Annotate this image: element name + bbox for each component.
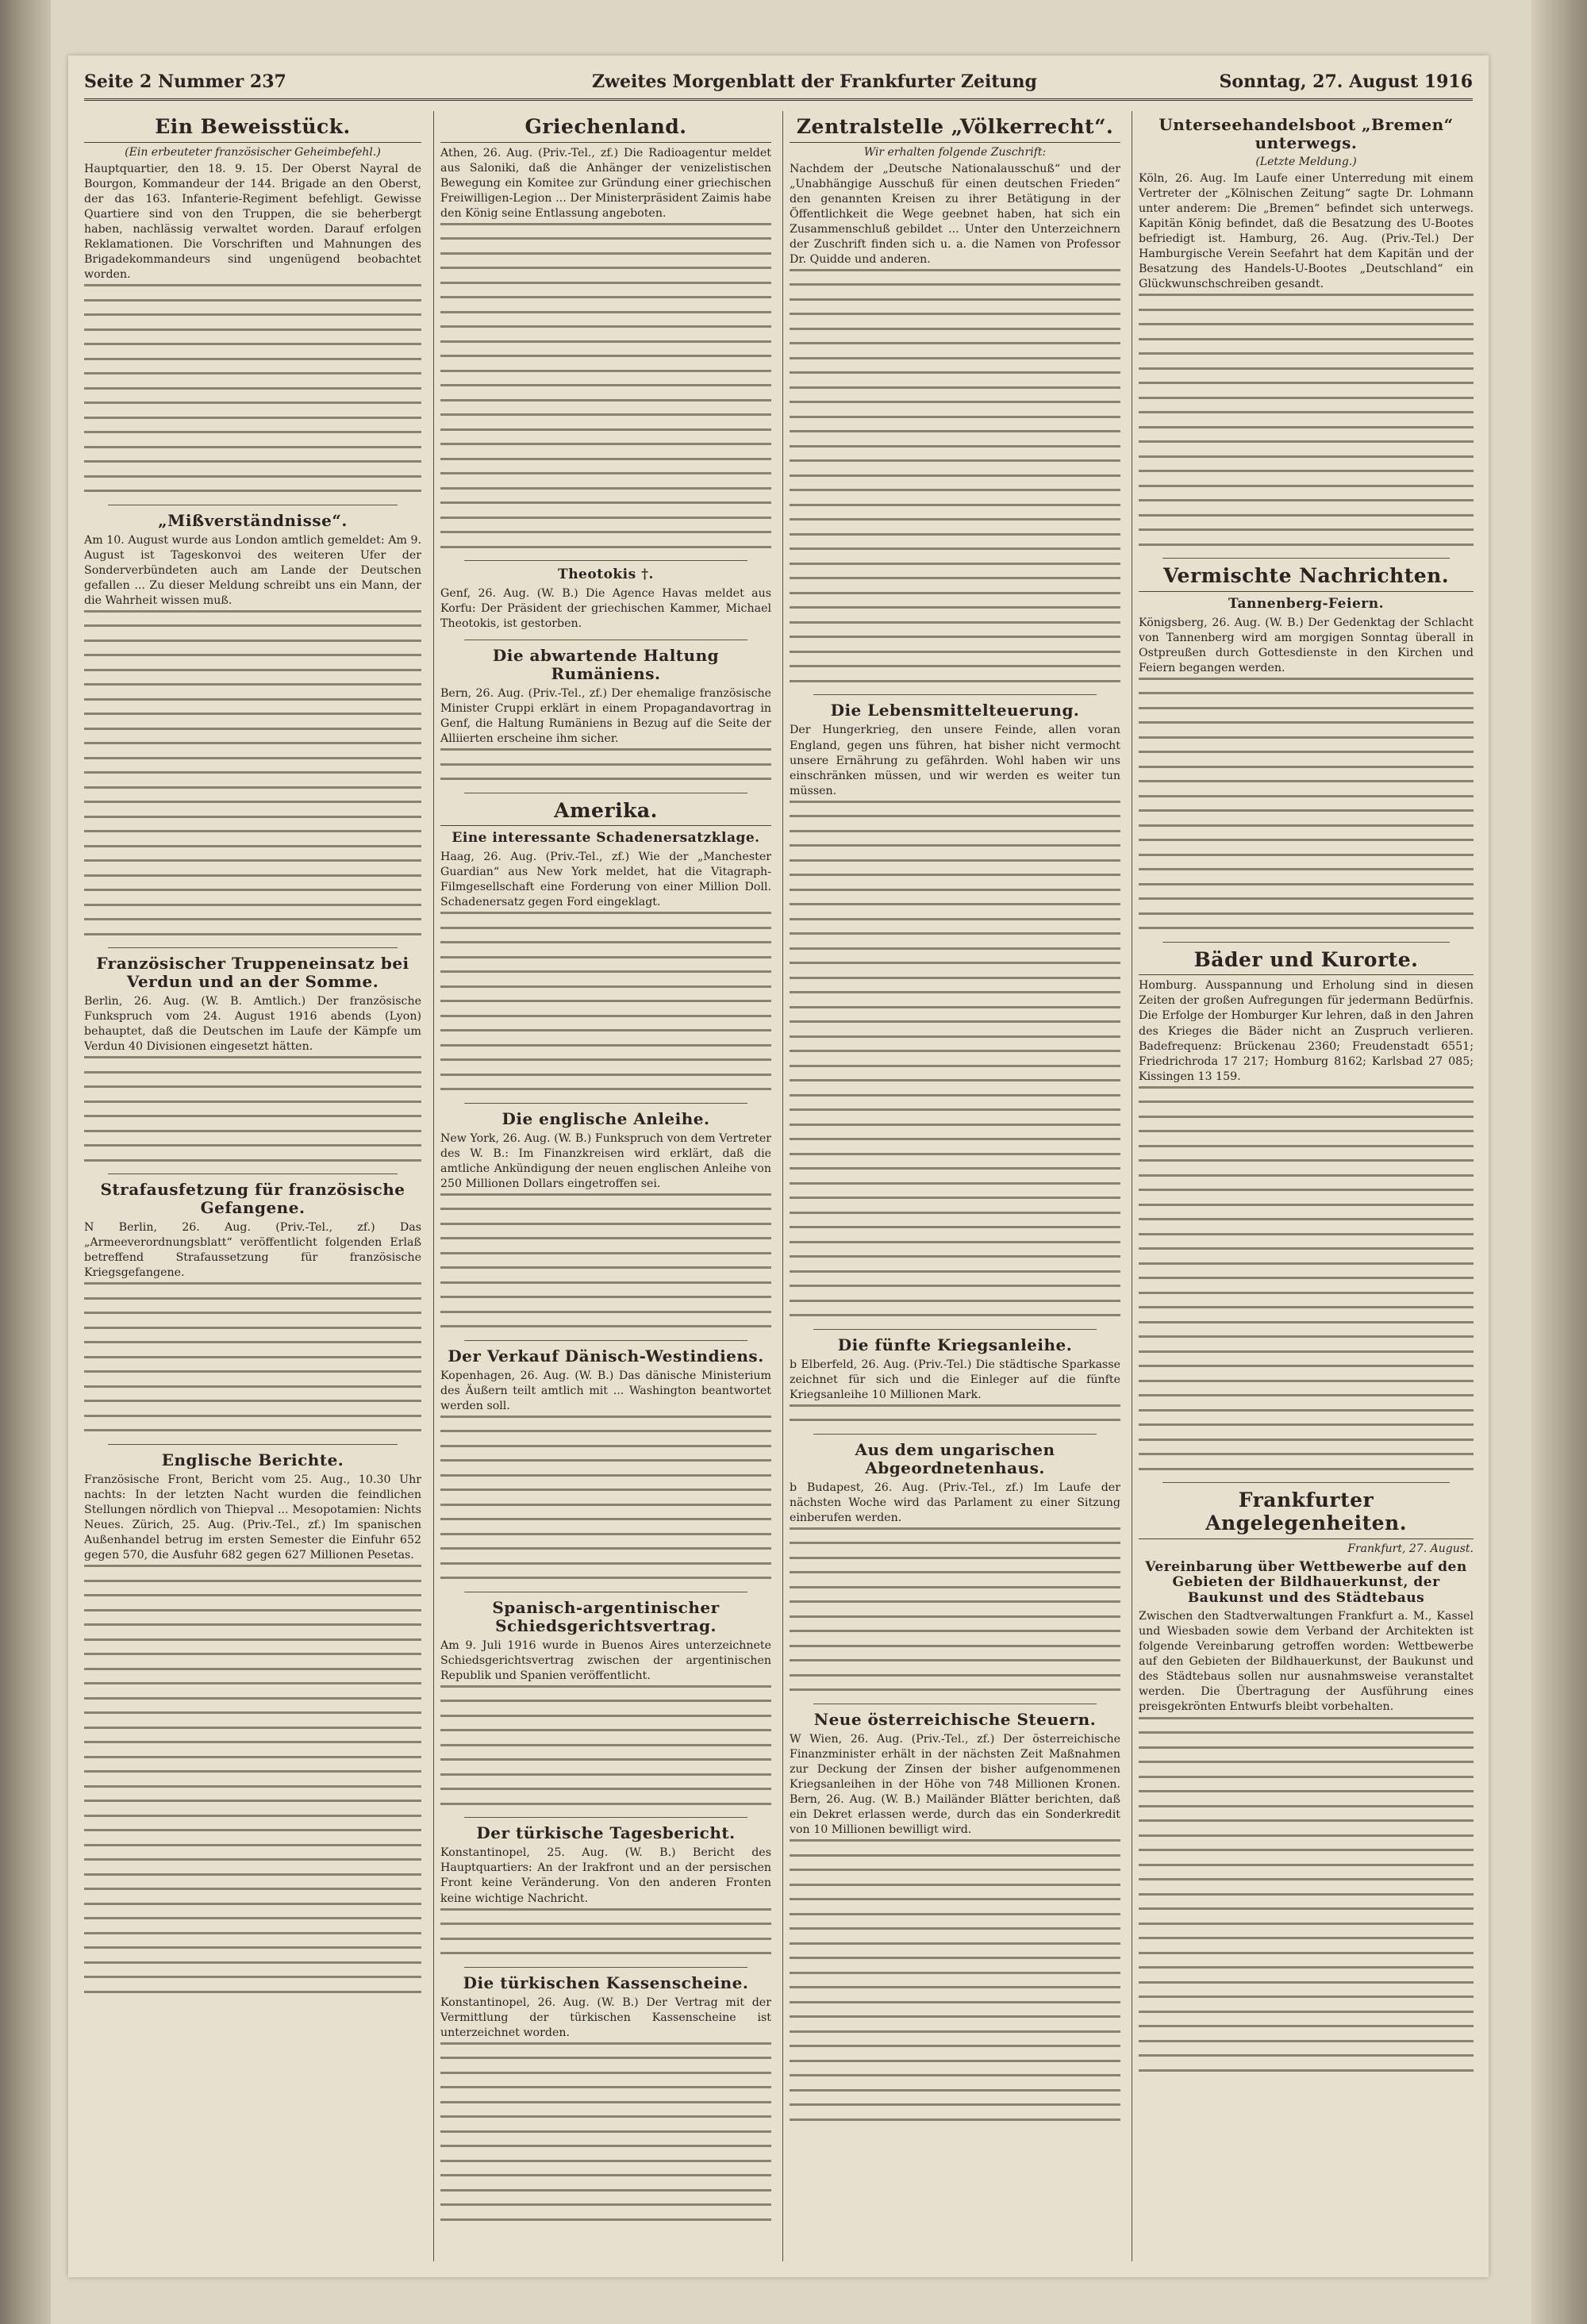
article-body: Genf, 26. Aug. (W. B.) Die Agence Havas meldet aus Korfu: Der Präsident der griechischen Kammer, Michael Theotokis, ist gestorben. bbox=[440, 586, 771, 631]
subheadline: Eine interessante Schadenersatzklage. bbox=[452, 830, 760, 847]
article-oesterreichische-steuern bbox=[790, 1711, 1120, 2121]
text-lines bbox=[440, 1908, 771, 1955]
headline: Der Verkauf Dänisch-Westindiens. bbox=[448, 1346, 764, 1366]
headline: Bäder und Kurorte. bbox=[1139, 949, 1474, 976]
article-body: b Budapest, 26. Aug. (Priv.-Tel., zf.) Im Laufe der nächsten Woche wird das Parlament zu einer Sitzung einberufen werden. bbox=[790, 1481, 1120, 1524]
article-body: Köln, 26. Aug. Im Laufe einer Unterredung mit einem Vertreter der „Kölnischen Zeitung“ sagte Dr. Lohmann unter anderem: Die „Bremen“ befindet sich unterwegs. Kapitän König befindet, daß die Besatzung des U-Bootes befriedigt ist. Hamburg, 26. Aug. (Priv.-Tel.) Der Hamburgische Verein Seefahrt hat dem Kapitän und der Besatzung des Handels-U-Bootes „Deutschland“ ein Glückwunschschreiben gesandt. bbox=[1139, 172, 1474, 291]
article-schiedsgerichtsvertrag bbox=[440, 1599, 771, 1805]
article-body: Hauptquartier, den 18. 9. 15. Der Oberst Nayral de Bourgon, Kommandeur der 144. Brigade an den Oberst, der das 163. Infanterie-Regiment befehligt. Gewisse Quartiere sind von den Truppen, die sie beherbergt haben, nachlässig verwaltet worden. Darauf erfolgen Reklamationen. Die Vorschriften und Mahnungen des Brigadekommandeurs sind ungenügend beobachtet worden. bbox=[84, 162, 421, 281]
article-body: Der Hungerkrieg, den unsere Feinde, allen voran England, gegen uns führen, hat bisher nicht vermocht unsere Ernährung zu gefährden. Wohl haben wir uns einschränken müssen, und wir werden es weiter tun müssen. bbox=[790, 724, 1120, 797]
text-lines bbox=[440, 223, 771, 548]
issue-date: Sonntag, 27. August 1916 bbox=[1219, 71, 1473, 92]
dateline: Frankfurt, 27. August. bbox=[1347, 1542, 1474, 1555]
headline: Vermischte Nachrichten. bbox=[1139, 565, 1474, 592]
text-lines bbox=[440, 748, 771, 780]
subheadline: (Ein erbeuteter französischer Geheimbefehl.) bbox=[125, 145, 381, 159]
headline: Strafausfetzung für französische Gefangene. bbox=[100, 1180, 405, 1218]
article-body: Haag, 26. Aug. (Priv.-Tel., zf.) Wie der „Manchester Guardian“ aus New York meldet, hat die Vitagraph-Filmgesellschaft eine Forderung von einer Million Doll. Schadenersatz gegen Ford eingeklagt. bbox=[440, 850, 771, 909]
text-lines bbox=[790, 1404, 1120, 1422]
subheadline: Tannenberg-Feiern. bbox=[1228, 596, 1384, 612]
article-englische-anleihe bbox=[440, 1110, 771, 1328]
headline: Zentralstelle „Völkerrecht“. bbox=[790, 116, 1120, 143]
text-lines bbox=[84, 284, 421, 492]
text-lines bbox=[84, 1282, 421, 1431]
article-body: Bern, 26. Aug. (Priv.-Tel., zf.) Der ehemalige französische Minister Cruppi erklärt in einem Propagandavortrag in Genf, die Haltung Rumäniens in Bezug auf die Seite der Alliierten erscheine ihm sicher. bbox=[440, 687, 771, 746]
article-voelkerrecht bbox=[790, 116, 1120, 682]
article-amerika bbox=[440, 800, 771, 1090]
article-lebensmittelteuerung bbox=[790, 701, 1120, 1316]
article-missverstaendnisse bbox=[84, 512, 421, 935]
scan-binding-shadow-right bbox=[1531, 0, 1587, 2324]
text-lines bbox=[440, 2042, 771, 2221]
headline: Die Lebensmittelteuerung. bbox=[830, 701, 1080, 720]
scan-binding-shadow-left bbox=[0, 0, 51, 2324]
article-body: Am 10. August wurde aus London amtlich gemeldet: Am 9. August ist Tageskonvoi des weiteren Ufer der Sonderverbündeten auch am Lande der Deutschen gefallen ... Zu dieser Meldung schreibt uns ein Mann, der die Wahrheit wissen muß. bbox=[84, 533, 421, 607]
paper-title: Zweites Morgenblatt der Frankfurter Zeitung bbox=[592, 71, 1037, 92]
article-body: Berlin, 26. Aug. (W. B. Amtlich.) Der französische Funkspruch vom 24. August 1916 abends (Lyon) behauptet, daß die Deutschen im Laufe der Kämpfe um Verdun 40 Divisionen eingesetzt hätten. bbox=[84, 995, 421, 1054]
columns bbox=[84, 111, 1473, 2261]
article-body: Nachdem der „Deutsche Nationalausschuß“ und der „Unabhängige Ausschuß für einen deutschen Frieden“ den genannten Kreisen zu ihrer Betätigung in der Öffentlichkeit die Wege geebnet haben, hat sich ein Zusammenschluß gebildet ... Unter den Unterzeichnern der Zuschrift finden sich u. a. die Namen von Professor Dr. Quidde und anderen. bbox=[790, 162, 1120, 266]
page-number-issue: Seite 2 Nummer 237 bbox=[84, 71, 286, 92]
subheadline: (Letzte Meldung.) bbox=[1255, 156, 1357, 168]
text-lines bbox=[440, 1193, 771, 1328]
article-body: Konstantinopel, 26. Aug. (W. B.) Der Vertrag mit der Vermittlung der türkischen Kassenscheine ist unterzeichnet worden. bbox=[440, 1996, 771, 2039]
article-rumaenien bbox=[440, 647, 771, 780]
headline: Die fünfte Kriegsanleihe. bbox=[837, 1335, 1073, 1354]
headline: Die türkischen Kassenscheine. bbox=[463, 1973, 749, 1992]
headline: Die abwartende Haltung Rumäniens. bbox=[492, 646, 720, 684]
headline: Theotokis †. bbox=[558, 567, 654, 583]
subheadline: Wir erhalten folgende Zuschrift: bbox=[863, 145, 1047, 159]
subheadline: Vereinbarung über Wettbewerbe auf den Gebieten der Bildhauerkunst, der Baukunst und des Städtebaus bbox=[1145, 1558, 1467, 1606]
text-lines bbox=[1139, 1086, 1474, 1470]
article-kriegsanleihe bbox=[790, 1336, 1120, 1422]
article-tuerkische-kassenscheine bbox=[440, 1974, 771, 2221]
article-body: Zwischen den Stadtverwaltungen Frankfurt a. M., Kassel und Wiesbaden sowie dem Verband der Architekten ist folgende Vereinbarung getroffen worden: Wettbewerbe auf den Gebieten der Bildhauerkunst, der Baukunst und des Städtebaus sollen nur ausnahmsweise veranstaltet werden. Die Übertragung der Ausführung eines preisgekrönten Entwurfs bleibt vorbehalten. bbox=[1139, 1610, 1474, 1714]
text-lines bbox=[790, 801, 1120, 1317]
article-body: W Wien, 26. Aug. (Priv.-Tel., zf.) Der österreichische Finanzminister erhält in der nächsten Zeit Maßnahmen zur Deckung der Zinsen der bisher aufgenommenen Kriegsanleihen in der Höhe von 748 Millionen Kronen. Bern, 26. Aug. (W. B.) Mailänder Blätter berichten, daß ein Dekret erlassen werde, durch das ein Sonderkredit von 10 Millionen bewilligt wird. bbox=[790, 1732, 1120, 1836]
article-baeder-kurorte bbox=[1139, 949, 1474, 1470]
text-lines bbox=[440, 1685, 771, 1805]
headline: Ein Beweisstück. bbox=[84, 116, 421, 143]
text-lines bbox=[440, 1416, 771, 1580]
text-lines bbox=[84, 1565, 421, 1993]
column-1 bbox=[84, 111, 421, 2261]
article-body: Französische Front, Bericht vom 25. Aug., 10.30 Uhr nachts: In der letzten Nacht wurden die feindlichen Stellungen nördlich von Thiepval ... Mesopotamien: Nichts Neues. Zürich, 25. Aug. (Priv.-Tel., zf.) Im spanischen Außenhandel betrug im ersten Semester die Einfuhr 652 gegen 570, die Ausfuhr 682 gegen 627 Millionen Pesetas. bbox=[84, 1473, 421, 1562]
article-theotokis bbox=[440, 567, 771, 632]
article-body: Athen, 26. Aug. (Priv.-Tel., zf.) Die Radioagentur meldet aus Saloniki, daß die Anhänger der venizelistischen Bewegung ein Komitee zur Gründung einer griechischen Freiwilligen-Legion ... Der Ministerpräsident Zaimis habe den König seine Entlassung angeboten. bbox=[440, 146, 771, 220]
article-body: Königsberg, 26. Aug. (W. B.) Der Gedenktag der Schlacht von Tannenberg wird am morgigen Sonntag überall in Ostpreußen durch Gottesdienste in den Kirchen und Feiern begangen werden. bbox=[1139, 616, 1474, 674]
text-lines bbox=[790, 269, 1120, 682]
text-lines bbox=[790, 1839, 1120, 2121]
article-tuerkischer-tagesbericht bbox=[440, 1824, 771, 1954]
article-body: Kopenhagen, 26. Aug. (W. B.) Das dänische Ministerium des Äußern teilt amtlich mit ... Washington beantwortet werden soll. bbox=[440, 1369, 771, 1412]
text-lines bbox=[1139, 1717, 1474, 2072]
text-lines bbox=[84, 610, 421, 935]
article-truppeneinsatz bbox=[84, 955, 421, 1162]
article-body: Konstantinopel, 25. Aug. (W. B.) Bericht des Hauptquartiers: An der Irakfront und an der persischen Front keine Veränderung. Von den anderen Fronten keine wichtige Nachricht. bbox=[440, 1846, 771, 1905]
article-body: New York, 26. Aug. (W. B.) Funkspruch von dem Vertreter des W. B.: Im Finanzkreisen wird erklärt, daß die amtliche Ankündigung der neuen englischen Anleihe von 250 Millionen Dollars eingetroffen sei. bbox=[440, 1131, 771, 1190]
article-vermischte-nachrichten bbox=[1139, 565, 1474, 929]
headline: Die englische Anleihe. bbox=[501, 1108, 710, 1128]
article-bremen bbox=[1139, 116, 1474, 546]
column-4 bbox=[1132, 111, 1474, 2261]
headline: Der türkische Tagesbericht. bbox=[476, 1823, 736, 1843]
article-frankfurter-angelegenheiten bbox=[1139, 1489, 1474, 2071]
column-3 bbox=[782, 111, 1120, 2261]
article-body: Am 9. Juli 1916 wurde in Buenos Aires unterzeichnete Schiedsgerichtsvertrag zwischen der argentinischen Republik und Spanien veröffentlicht. bbox=[440, 1638, 771, 1682]
headline: „Mißverständnisse“. bbox=[158, 510, 348, 530]
headline: Unterseehandelsboot „Bremen“ unterwegs. bbox=[1159, 115, 1454, 152]
headline: Frankfurter Angelegenheiten. bbox=[1139, 1489, 1474, 1539]
article-body: b Elberfeld, 26. Aug. (Priv.-Tel.) Die städtische Sparkasse zeichnet für sich und die Einleger auf die fünfte Kriegsanleihe 10 Millionen Mark. bbox=[790, 1358, 1120, 1401]
headline: Französischer Truppeneinsatz bei Verdun und an der Somme. bbox=[96, 954, 409, 992]
headline: Aus dem ungarischen Abgeordnetenhaus. bbox=[855, 1439, 1055, 1477]
article-ungarisches-abgeordnetenhaus bbox=[790, 1441, 1120, 1692]
headline: Amerika. bbox=[440, 800, 771, 827]
text-lines bbox=[1139, 294, 1474, 546]
article-beweisstueck bbox=[84, 116, 421, 492]
article-griechenland bbox=[440, 116, 771, 548]
column-2 bbox=[433, 111, 771, 2261]
masthead bbox=[84, 67, 1473, 101]
text-lines bbox=[84, 1056, 421, 1162]
article-body: N Berlin, 26. Aug. (Priv.-Tel., zf.) Das „Armeeverordnungsblatt“ veröffentlicht folgenden Erlaß betreffend Strafaussetzung für französische Kriegsgefangene. bbox=[84, 1221, 421, 1280]
headline: Spanisch-argentinischer Schiedsgerichtsvertrag. bbox=[492, 1597, 720, 1635]
newspaper-page bbox=[68, 56, 1489, 2277]
headline: Englische Berichte. bbox=[161, 1450, 344, 1469]
article-daenisch-westindien bbox=[440, 1347, 771, 1580]
article-strafaussetzung bbox=[84, 1181, 421, 1431]
text-lines bbox=[790, 1527, 1120, 1692]
headline: Neue österreichische Steuern. bbox=[813, 1709, 1097, 1729]
article-body: Homburg. Ausspannung und Erholung sind in diesen Zeiten der großen Aufregungen für jedermann Bedürfnis. Die Erfolge der Homburger Kur lehren, daß in den Jahren des Krieges die Bäder nicht an Zuspruch verlieren. Badefrequenz: Brückenau 2360; Freudenstadt 6551; Friedrichroda 17 217; Homburg 8162; Karlsbad 27 085; Kissingen 13 159. bbox=[1139, 979, 1474, 1083]
article-englische-berichte bbox=[84, 1451, 421, 1993]
text-lines bbox=[1139, 678, 1474, 930]
text-lines bbox=[440, 912, 771, 1090]
headline: Griechenland. bbox=[440, 116, 771, 143]
